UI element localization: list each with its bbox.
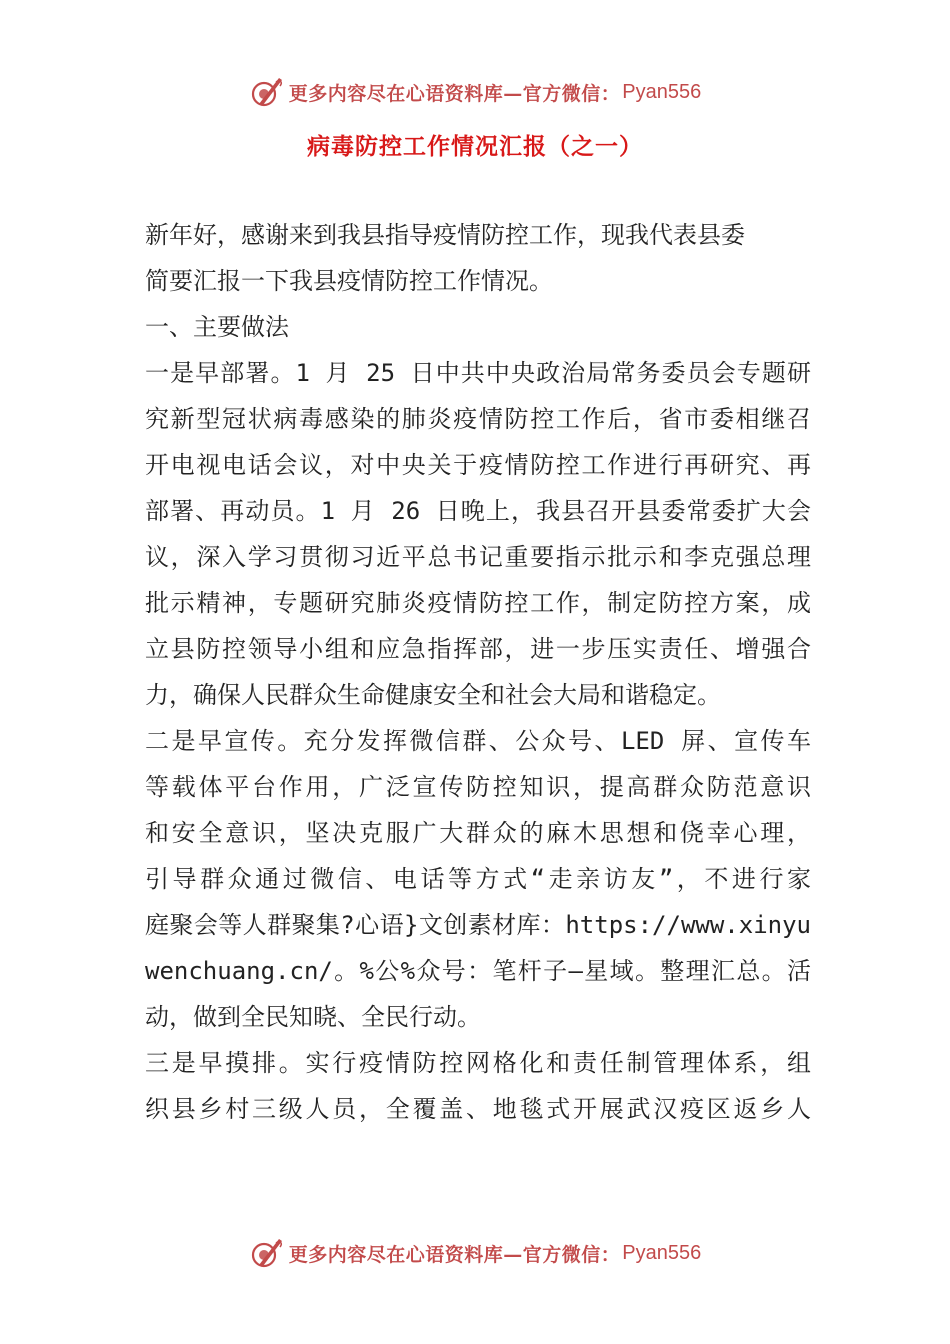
body-line: 一是早部署。1 月 25 日中共中央政治局常务委员会专题研 [145,359,811,387]
footer-banner [0,1233,950,1273]
body-line: 新年好，感谢来到我县指导疫情防控工作，现我代表县委 [145,221,745,249]
body-line: wenchuang.cn/。%公%众号：笔杆子—星域。整理汇总。活 [145,957,811,985]
header-banner [0,72,950,112]
body-line: 织县乡村三级人员，全覆盖、地毯式开展武汉疫区返乡人 [145,1095,811,1123]
body-line: 动，做到全民知晓、全民行动。 [145,1003,481,1031]
body-line: 庭聚会等人群聚集?心语}文创素材库：https://www.xinyu [145,911,811,939]
body-line: 力，确保人民群众生命健康安全和社会大局和谐稳定。 [145,681,721,709]
banner-text: 更多内容尽在心语资料库—官方微信： [288,82,621,105]
body-line: 和安全意识，坚决克服广大群众的麻木思想和侥幸心理， [145,819,811,847]
body-line: 批示精神，专题研究肺炎疫情防控工作，制定防控方案，成 [145,589,811,617]
banner-wechat-id: Pyan556 [622,1241,702,1264]
body-line: 简要汇报一下我县疫情防控工作情况。 [145,267,553,295]
body-line: 等载体平台作用，广泛宣传防控知识，提高群众防范意识 [145,773,811,801]
body-line: 开电视电话会议，对中央关于疫情防控工作进行再研究、再 [145,451,811,479]
document-body [145,212,811,1132]
body-line: 究新型冠状病毒感染的肺炎疫情防控工作后，省市委相继召 [145,405,811,433]
body-line: 引导群众通过微信、电话等方式“走亲访友”，不进行家 [145,865,811,893]
body-line: 三是早摸排。实行疫情防控网格化和责任制管理体系，组 [145,1049,811,1077]
quill-logo-icon [249,1235,285,1271]
body-line: 立县防控领导小组和应急指挥部，进一步压实责任、增强合 [145,635,811,663]
document-title: 病毒防控工作情况汇报（之一） [307,133,643,160]
quill-logo-icon [249,74,285,110]
body-line: 一、主要做法 [145,313,289,341]
body-line: 部署、再动员。1 月 26 日晚上，我县召开县委常委扩大会 [145,497,811,525]
body-line: 议，深入学习贯彻习近平总书记重要指示批示和李克强总理 [145,543,811,571]
banner-text: 更多内容尽在心语资料库—官方微信： [288,1243,621,1266]
body-line: 二是早宣传。充分发挥微信群、公众号、LED 屏、宣传车 [145,727,811,755]
banner-wechat-id: Pyan556 [622,80,702,103]
